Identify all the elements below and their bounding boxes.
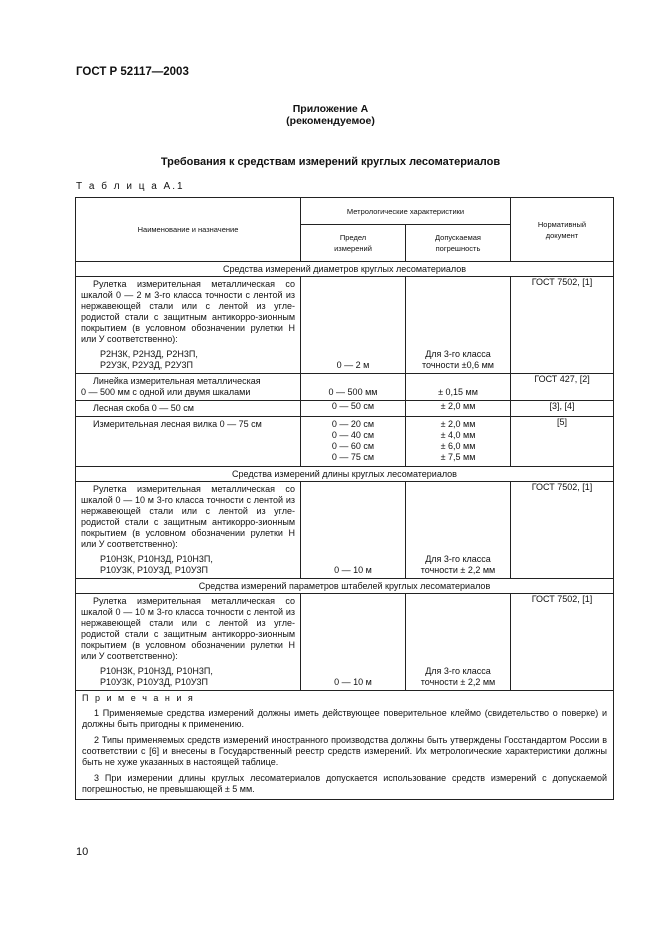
row-description: [76, 374, 301, 401]
standard-number: ГОСТ Р 52117—2003: [76, 66, 189, 78]
document-title: Требования к средствам измерений круглых лесоматериалов: [160, 156, 501, 168]
header-normative-doc: [511, 198, 614, 262]
header-error-line1: Допускаемая: [435, 233, 481, 242]
row-limit: 0 — 10 м: [301, 482, 406, 579]
row-limit: 0 — 500 мм: [301, 374, 406, 401]
requirements-table: [75, 197, 614, 800]
ruler-description-line2: 0 — 500 мм с одной или двумя шкалами: [81, 387, 251, 397]
table-row: [76, 482, 614, 579]
models-line1: Р10Н3К, Р10Н3Д, Р10Н3П,: [100, 554, 213, 564]
row-doc: ГОСТ 7502, [1]: [511, 482, 614, 579]
row-doc: ГОСТ 7502, [1]: [511, 594, 614, 691]
models-line2: Р10У3К, Р10У3Д, Р10У3П: [100, 677, 209, 687]
page-number: 10: [76, 846, 89, 858]
row-doc: [5]: [511, 417, 614, 467]
row-limit: 0 — 10 м: [301, 594, 406, 691]
error-line1: Для 3-го класса: [425, 666, 491, 676]
header-limit: [301, 225, 406, 262]
row-limit: 0 — 50 см: [301, 401, 406, 417]
models-line1: Р10Н3К, Р10Н3Д, Р10Н3П,: [100, 666, 213, 676]
header-metrological: Метрологические характеристики: [301, 198, 511, 225]
row-doc: [3], [4]: [511, 401, 614, 417]
error-value: ± 2,0 мм: [440, 419, 476, 429]
header-name: Наименование и назначение: [76, 198, 301, 262]
ruler-description-line1: Линейка измерительная металлическая: [93, 376, 261, 386]
row-error: [406, 277, 511, 374]
tape-description: Рулетка измерительная металлическая со шкалой 0 — 10 м 3-го класса точности с лентой из нержавеющей стали или с лентой из угле-родистой стали с защитным антикорро-зионным покрытием (в условном обозначении рулетки Н или У соответственно):: [81, 596, 295, 661]
table-row: [76, 277, 614, 374]
appendix-title: Приложение А: [292, 103, 369, 115]
row-doc: ГОСТ 7502, [1]: [511, 277, 614, 374]
note-item: 3 При измерении длины круглых лесоматериалов допускается использование средств измерений с допускаемой погрешностью, не превышающей ± 5 мм.: [82, 773, 607, 794]
table-row: [76, 401, 614, 417]
row-description: [76, 401, 301, 417]
row-error: [406, 594, 511, 691]
header-error-line2: погрешность: [435, 244, 481, 253]
appendix-heading: [0, 103, 661, 127]
row-description: [76, 277, 301, 374]
tape-models: [81, 666, 295, 688]
row-error: ± 2,0 мм: [406, 401, 511, 417]
section-title-stacks: Средства измерений параметров штабелей круглых лесоматериалов: [76, 579, 614, 594]
models-line2: Р10У3К, Р10У3Д, Р10У3П: [100, 565, 209, 575]
tape-models: [81, 554, 295, 576]
note-item: 1 Применяемые средства измерений должны иметь действующее поверительное клеймо (свидетельство о поверке) и должны быть пригодны к применению.: [82, 708, 607, 729]
appendix-status: (рекомендуемое): [286, 115, 375, 127]
fork-description: Измерительная лесная вилка 0 — 75 см: [93, 419, 262, 429]
section-title-diameters: Средства измерений диаметров круглых лесоматериалов: [76, 262, 614, 277]
error-line1: Для 3-го класса: [425, 554, 491, 564]
header-doc-line1: Нормативный: [537, 219, 587, 229]
limit-value: 0 — 40 см: [331, 430, 375, 440]
row-description: [76, 417, 301, 467]
header-limit-line1: Предел: [339, 233, 367, 242]
limit-value: 0 — 75 см: [331, 452, 375, 462]
header-error: [406, 225, 511, 262]
row-error: [406, 482, 511, 579]
row-error: [406, 417, 511, 467]
caliper-description: Лесная скоба 0 — 50 см: [93, 403, 194, 413]
table-label: Т а б л и ц а А.1: [76, 181, 185, 192]
table-row: [76, 417, 614, 467]
limit-value: 0 — 60 см: [331, 441, 375, 451]
tape-description: Рулетка измерительная металлическая со шкалой 0 — 10 м 3-го класса точности с лентой из нержавеющей стали или с лентой из угле-родистой стали с защитным антикорро-зионным покрытием (в условном обозначении рулетки Н или У соответственно):: [81, 484, 295, 549]
error-value: ± 7,5 мм: [440, 452, 476, 462]
tape-models: [81, 349, 295, 371]
limit-value: 0 — 20 см: [331, 419, 375, 429]
header-limit-line2: измерений: [334, 244, 372, 253]
error-value: ± 4,0 мм: [440, 430, 476, 440]
row-limit: 0 — 2 м: [301, 277, 406, 374]
table-row: [76, 374, 614, 401]
error-line2: точности ± 2,2 мм: [420, 565, 496, 575]
error-line2: точности ± 2,2 мм: [420, 677, 496, 687]
notes-heading: П р и м е ч а н и я: [82, 693, 195, 703]
error-value: ± 6,0 мм: [440, 441, 476, 451]
row-limit: [301, 417, 406, 467]
row-description: [76, 482, 301, 579]
table-row: [76, 594, 614, 691]
section-title-length: Средства измерений длины круглых лесоматериалов: [76, 467, 614, 482]
note-item: 2 Типы применяемых средств измерений иностранного производства должны быть утверждены Госстандартом России в соответствии с [6] и внесены в Государственный реестр средств измерений. Их метрологические характеристики должны быть не хуже указанных в настоящей таблице.: [82, 735, 607, 767]
models-line2: Р2У3К, Р2У3Д, Р2У3П: [100, 360, 194, 370]
table-notes: [76, 691, 614, 800]
row-description: [76, 594, 301, 691]
row-doc: ГОСТ 427, [2]: [511, 374, 614, 401]
row-error: ± 0,15 мм: [406, 374, 511, 401]
header-doc-line2: документ: [545, 230, 579, 240]
tape-description: Рулетка измерительная металлическая со шкалой 0 — 2 м 3-го класса точности с лентой из нержавеющей стали или с лентой из угле-родистой стали с защитным антикорро-зионным покрытием (в условном обозначении рулетки Н или У соответственно):: [81, 279, 295, 344]
error-line1: Для 3-го класса: [425, 349, 491, 359]
error-line2: точности ±0,6 мм: [422, 360, 494, 370]
models-line1: Р2Н3К, Р2Н3Д, Р2Н3П,: [100, 349, 198, 359]
